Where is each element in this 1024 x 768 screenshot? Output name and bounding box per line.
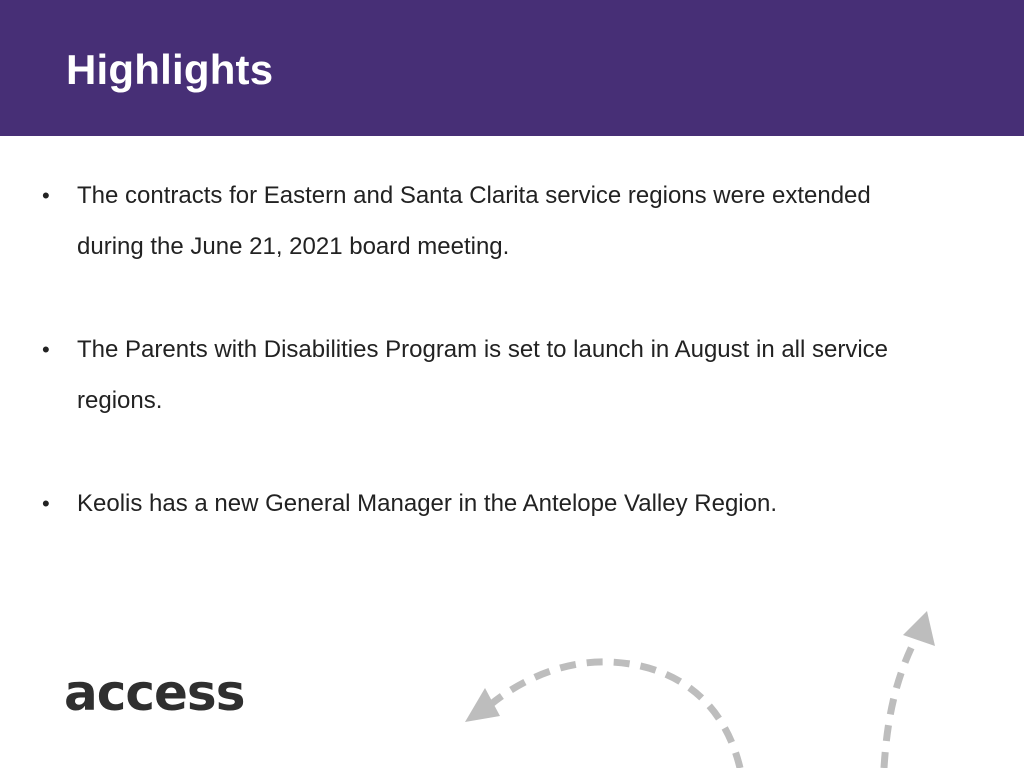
bullet-text: Keolis has a new General Manager in the Antelope Valley Region. xyxy=(77,490,777,517)
slide-title: Highlights xyxy=(66,46,274,93)
bullet-text: The contracts for Eastern and Santa Clarita service regions were extended during the June 21, 2021 board meeting. xyxy=(77,182,871,260)
bullet-dot: • xyxy=(42,183,50,208)
bullet-text: The Parents with Disabilities Program is set to launch in August in all service regions. xyxy=(77,336,889,414)
access-logo: access xyxy=(64,664,245,722)
curved-dashed-arrow-icon xyxy=(465,662,740,768)
bullet-item xyxy=(42,324,942,426)
bullet-list xyxy=(42,170,942,529)
bullet-dot: • xyxy=(42,491,50,516)
bullet-item xyxy=(42,478,942,529)
upward-dashed-arrow-icon xyxy=(884,611,935,768)
bullet-dot: • xyxy=(42,337,50,362)
bullet-item xyxy=(42,170,942,272)
